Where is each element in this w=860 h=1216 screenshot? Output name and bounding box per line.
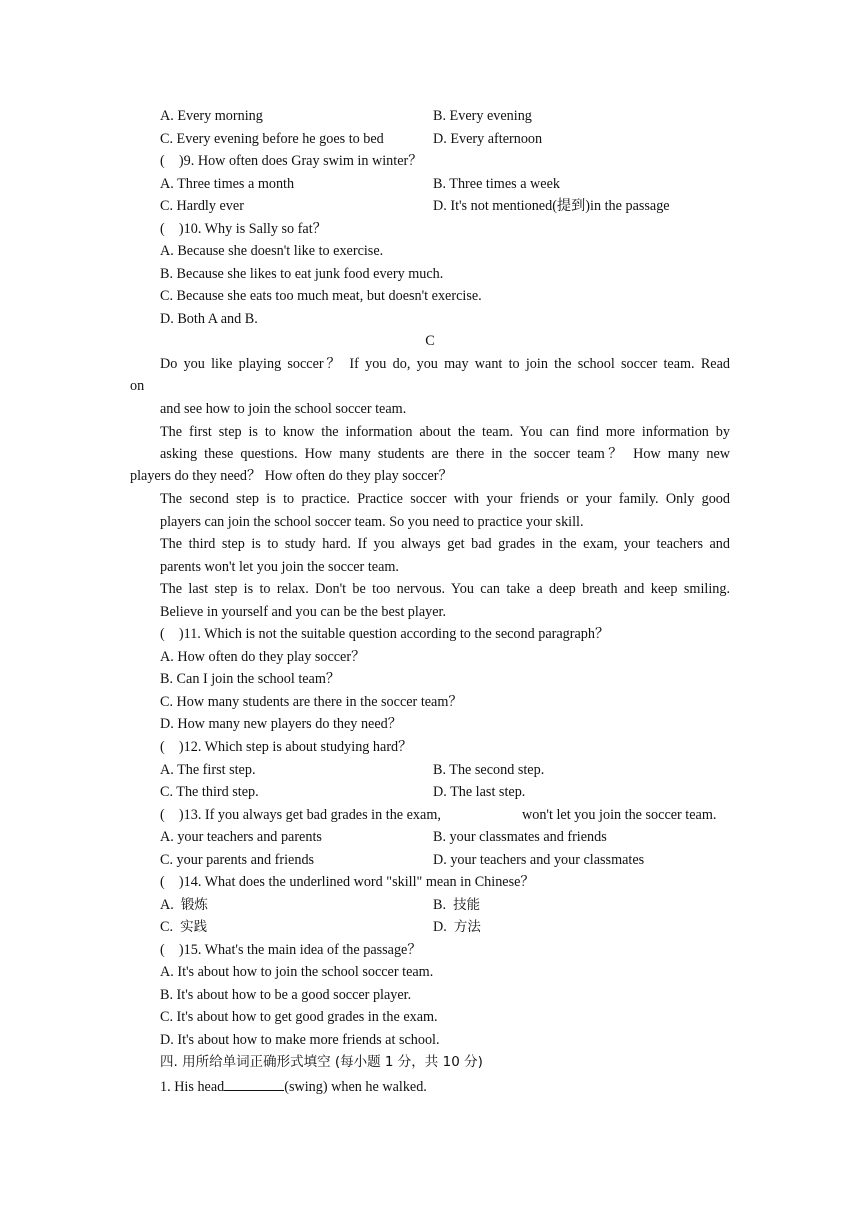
q14-text-c: 实践 — [180, 919, 208, 935]
item1-text-after: (swing) when he walked. — [284, 1079, 427, 1095]
q9-option-b: B. Three times a week — [433, 176, 560, 192]
q9-option-c: C. Hardly ever — [160, 198, 244, 214]
q15-stem: ( )15. What's the main idea of the passage？ — [160, 942, 422, 958]
q15-option-b: B. It's about how to be a good soccer player. — [160, 987, 412, 1003]
passage-p3-line1: The second step is to practice. Practice soccer with your friends or your family. Only good — [160, 491, 730, 507]
q11-option-d: D. How many new players do they need？ — [160, 716, 402, 732]
q13-stem: ( )13. If you always get bad grades in the exam, — [160, 807, 441, 823]
q10-option-a: A. Because she doesn't like to exercise. — [160, 243, 384, 259]
passage-p2-line3: players do they need？ How often do they play soccer？ — [130, 468, 453, 484]
passage-p5-line1: The last step is to relax. Don't be too nervous. You can take a deep breath and keep smiling. — [160, 581, 730, 597]
q10-option-c: C. Because she eats too much meat, but doesn't exercise. — [160, 288, 482, 304]
answer-blank[interactable] — [224, 1076, 284, 1091]
q13-option-a: A. your teachers and parents — [160, 829, 322, 845]
section-c-heading: C — [425, 333, 435, 349]
section-4-heading: 四. 用所给单词正确形式填空 (每小题 1 分，共 10 分) — [160, 1054, 483, 1070]
q14-option-c — [160, 918, 207, 936]
q15-option-a: A. It's about how to join the school soccer team. — [160, 964, 434, 980]
q11-stem: ( )11. Which is not the suitable question according to the second paragraph？ — [160, 626, 610, 642]
q14-letter-c: C. — [160, 919, 174, 935]
q8-option-c: C. Every evening before he goes to bed — [160, 131, 384, 147]
q13-option-c: C. your parents and friends — [160, 852, 315, 868]
q14-option-b — [433, 896, 480, 914]
passage-p1-line1: Do you like playing soccer？ If you do, you may want to join the school soccer team. Read — [160, 356, 730, 372]
q12-option-c: C. The third step. — [160, 784, 259, 800]
q8-option-b: B. Every evening — [433, 108, 532, 124]
q9-stem: ( )9. How often does Gray swim in winter？ — [160, 153, 423, 169]
passage-p2-line2: asking these questions. How many students are there in the soccer team？ How many new — [160, 446, 730, 462]
q14-option-d — [433, 918, 481, 936]
q14-letter-b: B. — [433, 897, 447, 913]
q9-option-d: D. It's not mentioned(提到)in the passage — [433, 198, 670, 214]
underlined-word-skill: skill — [555, 514, 580, 530]
q11-option-b: B. Can I join the school team？ — [160, 671, 341, 687]
passage-p5-line2: Believe in yourself and you can be the best player. — [160, 604, 447, 620]
q11-option-a: A. How often do they play soccer？ — [160, 649, 366, 665]
passage-p2-line1: The first step is to know the information about the team. You can find more information by — [160, 424, 730, 440]
q15-option-d: D. It's about how to make more friends at school. — [160, 1032, 440, 1048]
passage-p1-line3: and see how to join the school soccer team. — [160, 401, 407, 417]
passage-p3-period: . — [580, 514, 584, 530]
q14-text-a: 锻炼 — [180, 897, 208, 913]
q14-text-b: 技能 — [453, 897, 481, 913]
q12-stem: ( )12. Which step is about studying hard？ — [160, 739, 413, 755]
q13-option-d: D. your teachers and your classmates — [433, 852, 645, 868]
q14-letter-a: A. — [160, 897, 174, 913]
q10-option-b: B. Because she likes to eat junk food every much. — [160, 266, 444, 282]
q13-stem-end: won't let you join the soccer team. — [522, 807, 717, 823]
q12-option-a: A. The first step. — [160, 762, 256, 778]
passage-p3-text: players can join the school soccer team. So you need to practice your — [160, 514, 556, 530]
q14-stem: ( )14. What does the underlined word "skill" mean in Chinese？ — [160, 874, 535, 890]
item1-text-before: 1. His head — [160, 1079, 225, 1095]
q9-option-a: A. Three times a month — [160, 176, 295, 192]
q14-text-d: 方法 — [453, 919, 481, 935]
q14-letter-d: D. — [433, 919, 447, 935]
q12-option-d: D. The last step. — [433, 784, 526, 800]
q11-option-c: C. How many students are there in the soccer team？ — [160, 694, 463, 710]
passage-p1-line2: on — [130, 378, 145, 394]
q8-option-a: A. Every morning — [160, 108, 263, 124]
passage-p4-line2: parents won't let you join the soccer team. — [160, 559, 399, 575]
passage-p3-line2 — [160, 513, 584, 531]
q12-option-b: B. The second step. — [433, 762, 545, 778]
section-4-item-1 — [160, 1076, 427, 1096]
q10-stem: ( )10. Why is Sally so fat？ — [160, 221, 327, 237]
q8-option-d: D. Every afternoon — [433, 131, 543, 147]
q13-option-b: B. your classmates and friends — [433, 829, 607, 845]
q15-option-c: C. It's about how to get good grades in the exam. — [160, 1009, 438, 1025]
passage-p4-line1: The third step is to study hard. If you always get bad grades in the exam, your teachers and — [160, 536, 730, 552]
q14-option-a — [160, 896, 208, 914]
q10-option-d: D. Both A and B. — [160, 311, 258, 327]
